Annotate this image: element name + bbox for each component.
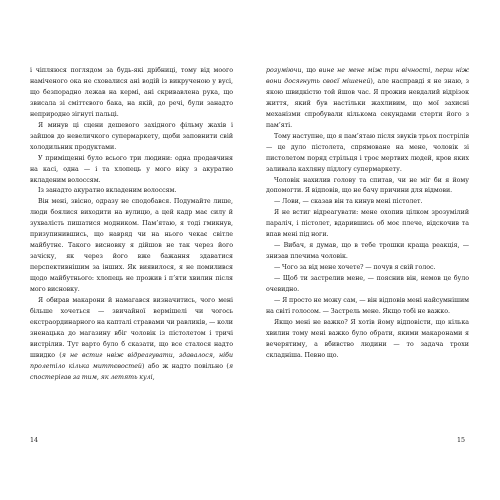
text-run: Я минув ці сцени дешевого західного фільму жахів і зайшов до невеличкого супермаркету, щоби заповнити свій холодильник продуктами.	[30, 121, 233, 151]
paragraph	[266, 176, 469, 198]
text-run: ) або ж надто повільно (	[141, 362, 229, 370]
text-run: Я не встиг відреагувати: мене охопив цілком зрозумілий параліч, і пістолет, вдарившись об моє плече, відскочив та впав мені під ноги.	[266, 209, 469, 239]
paragraph	[266, 208, 469, 241]
right-page	[266, 66, 469, 362]
paragraph	[266, 296, 469, 318]
paragraph	[30, 154, 233, 187]
text-run: , що	[301, 67, 319, 74]
text-run: — Чого за від мене хочете? — почув я свій голос.	[274, 264, 436, 272]
right-page-number: 15	[457, 437, 466, 444]
paragraph	[266, 263, 469, 274]
right-page-body	[266, 66, 469, 362]
italic-text-run: розуміючи	[266, 67, 302, 74]
text-run: Якщо мені не важко? Я хотів йому відповісти, що кілька хвилин тому мені важко було обрати, якими макаронами я вечерятиму, а вбивство людини — то задача трохи складніша. Певно що.	[266, 318, 469, 359]
italic-text-run: я спостерігав за тим, як летять кулі,	[30, 362, 233, 381]
text-run: Чоловік нахилив голову та спитав, чи не міг би я йому допомогти. Я відповів, що не бачу причини для відмови.	[266, 176, 469, 195]
italic-text-run: вине не мене між три вічності, перш ніж вони досягнуть своєї мішеней	[266, 67, 469, 85]
paragraph	[30, 66, 233, 121]
text-run: Тому наступне, що я пам’ятаю після звуків трьох пострілів — це дуло пістолета, спрямоване на мене, чоловік зі пистолетом поряд стрільця і троє мертвих людей, кров яких заливала кахляну підлогу супермаркету.	[266, 132, 469, 173]
italic-text-run: я не встиг нвіж відреагувати, здавалося, ніби пролетіло кілька миттєвостей	[30, 351, 233, 370]
text-run: Із занадто акуратно вкладеним волоссям.	[38, 187, 177, 195]
text-run: У приміщенні було всього три людини: одна продавчиня на касі, одна — і та хлопець у мого віку з акуратно вкладеним волоссям.	[30, 154, 233, 184]
paragraph	[266, 274, 469, 296]
text-run: — Лови, — сказав він та кинув мені пістолет.	[274, 198, 423, 206]
text-run: — Вибач, я думав, що в тебе трошки краща реакція, — знизав плечима чоловік.	[266, 242, 469, 261]
text-run: — Щоб ти застрелив мене, — пояснив він, немов це було очевидно.	[266, 275, 469, 294]
text-run: ), але насправді я не знаю, з якою швидкістю той йшов час. Я прожив невдалий відрізок життя, який був настільки жахливим, що мої захисні механізми спробували кількома секундами стерти його з пам’яті.	[266, 77, 469, 129]
paragraph	[266, 318, 469, 362]
paragraph	[30, 197, 233, 296]
left-page-number: 14	[30, 437, 39, 444]
text-run: і чіпляюся поглядом за будь-які дрібниці, тому від моого наміченого ока не сховалися ані водій із викрученою у вусі, що безпорадно лежав на кермі, ані скривавлена рука, що звисала зі сміттєвого бака, на якій, до речі, були занадто неприродно зігнуті пальці.	[30, 67, 233, 118]
paragraph	[30, 186, 233, 197]
text-run: Він мені, звісно, одразу не сподобався. Подумайте лише, люди боялися виходити на вулицю, а цей кадр має силу й зухвалість пишатися модником. Пам’ятаю, я тоді гмикнув, призупинившись, що навряд чи на нього чекає світле майбутнє. Такого висновку я дійшов не так через його зачіску, як через його вже бажання здаватися перспективнішим за інших. Як виявилося, я не помилився щодо майбутнього: хлопець не прожив і п’яти хвилин після мого висновку.	[30, 198, 233, 294]
left-page-body	[30, 66, 233, 384]
paragraph	[266, 197, 469, 208]
text-run: Я обирав макарони й намагався визначитись, чого мені більше хочеться — звичайної вермішелі чи чогось екстраординарного на капталі стравами чи равликів, — коли зненацька до магазину вбіг чоловік із пістолетом і тричі вистрілив. Тут варто було б сказати, що все сталося надто швидко (	[30, 297, 233, 359]
paragraph	[266, 66, 469, 132]
left-page	[30, 66, 233, 384]
paragraph	[30, 296, 233, 384]
paragraph	[266, 241, 469, 263]
paragraph	[30, 121, 233, 154]
paragraph	[266, 132, 469, 176]
text-run: — Я просто не можу сам, — він відповів мені найсумнішим на світі голосом. — Застрель мене. Якщо тобі не важко.	[266, 297, 469, 315]
